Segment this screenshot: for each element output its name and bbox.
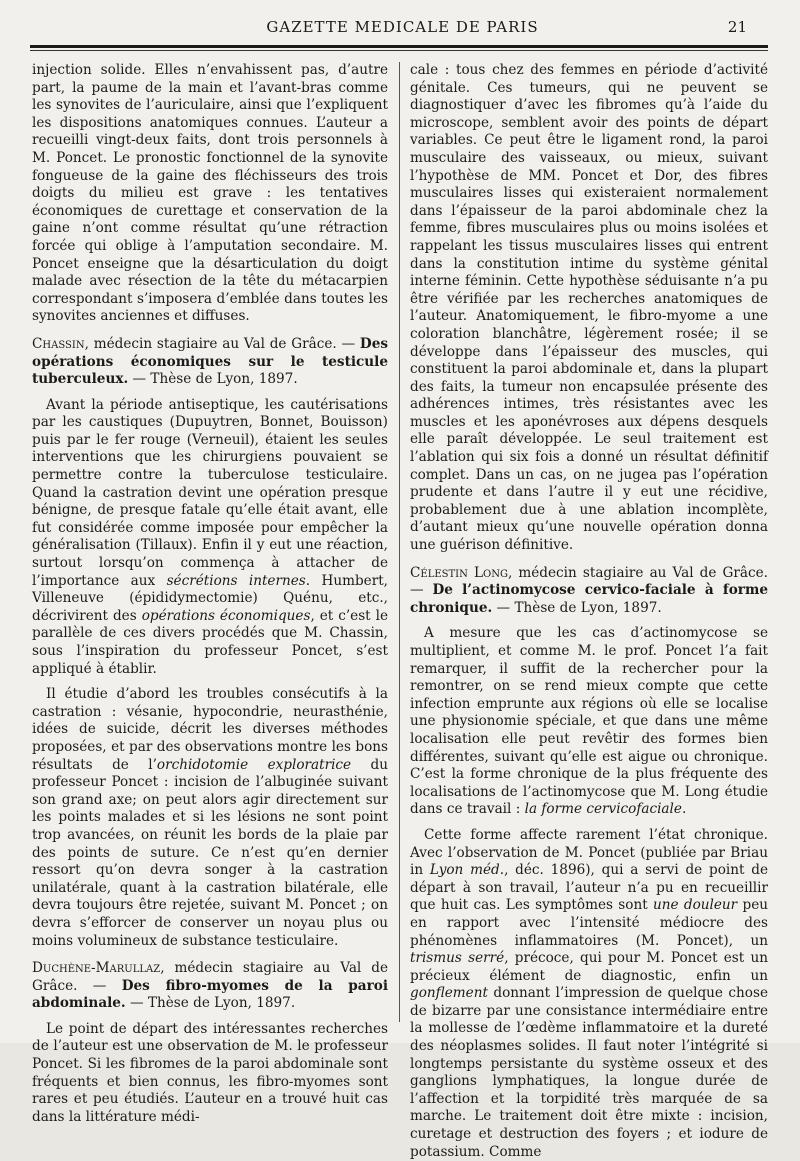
italic-run: orchidotomie exploratrice: [156, 756, 352, 773]
text-run: du professeur Poncet : incision de l’albuginée suivant son grand axe; on peut alors agir directement sur les points malades et si les lésions ne sont point trop avancées, on réunit les bords de la plaie par des points de suture. Ce n’est qu’en dernier ressort qu’on devra songer à la castration unilatérale, quant à la castration bilatérale, elle devra toujours être rejetée, suivant M. Poncet ; on devra s’efforcer de conserver un noyau plus ou moins volumineux de substance testiculaire.: [32, 756, 388, 949]
entry-intro: , médecin stagiaire au Val de Grâce. —: [84, 335, 360, 352]
italic-run: Lyon méd.: [429, 862, 505, 879]
text-run: , déc. 1896), qui a servi de point de départ à son travail, l’auteur n’a pu en recueillir que huit cas. Les symptômes sont: [410, 862, 768, 914]
paragraph: [410, 625, 768, 819]
entry-author: Chassin: [32, 335, 85, 352]
text-run: , et c’est le parallèle de ces divers procédés que M. Chassin, sous l’inspiration du professeur Poncet, s’est appliqué à établir.: [32, 607, 389, 677]
text-run: . Humbert, Villeneuve (épididymectomie) Quénu, etc., décrivirent des: [32, 572, 389, 624]
text-run: A mesure que les cas d’actinomycose se multiplient, et comme M. le prof. Poncet l’a fait remarquer, il suffit de la rechercher pour la remontrer, on se rend mieux compte que cette infection emprunte aux régions où elle se localise une physionomie spéciale, et que dans une même localisation elle peut revêtir des formes bien différentes, suivant qu’elle est aigue ou chronique. C’est la forme chronique de la plus fréquente des localisations de l’actinomycose que M. Long étudie dans ce travail :: [410, 625, 768, 818]
paragraph: [410, 827, 768, 1161]
entry-title: Des fibro-myomes de la paroi abdominale.: [32, 977, 388, 1012]
right-column: [410, 62, 768, 1161]
entry-thesis: — Thèse de Lyon, 1897.: [125, 995, 296, 1012]
text-run: donnant l’impression de quelque chose de bizarre par une consistance intermédiaire entre la mollesse de l’œdème inflammatoire et la dureté des néoplasmes solides. Il faut noter l’intégrité si longtemps persistante du système osseux et des ganglions lymphatiques, la longue durée de l’affection et la torpidité très marquée de sa marche. Le traitement doit être mixte : incision, curetage et destruction des foyers ; et iodure de potassium. Comme: [410, 985, 768, 1160]
paragraph: Le point de départ des intéressantes recherches de l’auteur est une observation de M. le professeur Poncet. Si les fibromes de la paroi abdominale sont fréquents et bien connus, les fibro-myomes sont rares et peu étudiés. L’auteur en a trouvé huit cas dans la littérature médi-: [32, 1020, 388, 1125]
entry-intro: , médecin stagiaire au Val de Grâce. —: [410, 564, 768, 599]
running-header: [30, 14, 775, 38]
entry-intro: , médecin stagiaire au Val de Grâce. —: [32, 960, 388, 994]
bibliographic-entry-chassin: [32, 336, 388, 389]
text-run: , précoce, qui pour M. Poncet est un précieux élément de diagnostic, enfin un: [410, 950, 768, 984]
paragraph: [32, 397, 388, 679]
continued-paragraph: injection solide. Elles n’envahissent pas, d’autre part, la paume de la main et l’avant-bras comme les synovites de l’auriculaire, ainsi que l’expliquent les dispositions anatomiques connues. L’auteur a recueilli vingt-deux faits, dont trois personnels à M. Poncet. Le pronostic fonctionnel de la synovite fongueuse de la gaine des fléchisseurs des trois doigts du milieu est grave : les tentatives économiques de curettage et conservation de la gaine n’ont comme résultat qu’une rétraction forcée qui oblige à l’amputation secondaire. M. Poncet enseigne que la désarticulation du doigt malade avec résection de la tête du métacarpien correspondant s’imposera d’emblée dans toutes les synovites anciennes et diffuses.: [32, 62, 388, 325]
entry-author: Célestin Long: [410, 564, 508, 581]
italic-run: trismus serré: [410, 950, 505, 967]
bibliographic-entry-duchene-marullaz: [32, 960, 388, 1013]
journal-title: GAZETTE MEDICALE DE PARIS: [266, 18, 539, 36]
text-run: Avant la période antiseptique, les cautérisations par les caustiques (Dupuytren, Bonnet, Bouisson) puis par le fer rouge (Verneuil), étaient les seules interventions que les chirurgiens pouvaient se permettre contre la tuberculose testiculaire. Quand la castration devint une opération presque bénigne, de presque fatale qu’elle était avant, elle fut considérée comme imposée pour empêcher la généralisation (Tillaux). Enfin il y eut une réaction, surtout lorsqu’on commença à attacher de l’importance aux: [32, 396, 388, 589]
continued-paragraph: cale : tous chez des femmes en période d’activité génitale. Ces tumeurs, qui ne peuvent se diagnostiquer d’avec les fibromes qu’à l’aide du microscope, semblent avoir des points de départ variables. Ce peut être le ligament rond, la paroi musculaire des vaisseaux, ou mieux, suivant l’hypothèse de MM. Poncet et Dor, des fibres musculaires lisses qui existeraient normalement dans l’épaisseur de la paroi abdominale chez la femme, fibres musculaires plus ou moins isolées et rappelant les tissus musculaires lisses qui entrent dans la constitution intime du système génital interne féminin. Cette hypothèse séduisante n’a pu être vérifiée par les recherches anatomiques de l’auteur. Anatomiquement, le fibro-myome a une coloration blanchâtre, légèrement rosée; il se développe dans l’épaisseur des muscles, qui constituent la paroi abdominale et, dans la plupart des faits, la tumeur non encapsulée présente des adhérences intimes, très résistantes avec les muscles et les aponévroses aux dépens desquels elle paraît développée. Le seul traitement est l’ablation qui six fois a donné un résultat définitif complet. Dans un cas, on ne jugea pas l’opération prudente et dans l’autre il y eut une récidive, probablement due à une ablation incomplète, d’autant mieux qu’une nouvelle opération donna une guérison définitive.: [410, 62, 768, 554]
bibliographic-entry-long: [410, 565, 768, 618]
column-divider: [399, 62, 400, 1022]
text-run: .: [681, 801, 687, 818]
entry-thesis: — Thèse de Lyon, 1897.: [128, 371, 298, 388]
header-rule-thin: [30, 50, 768, 51]
header-rule: [30, 45, 768, 48]
entry-title: Des opérations économiques sur le testicule tuberculeux.: [32, 335, 388, 388]
page-number: 21: [727, 18, 747, 36]
text-run: Il étudie d’abord les troubles consécutifs à la castration : vésanie, hypocondrie, neurasthénie, idées de suicide, décrit les diverses méthodes proposées, et par des observations montre les bons résultats de l’: [32, 686, 388, 773]
italic-run: la forme cervicofaciale: [524, 801, 682, 818]
entry-author: Duchène-Marullaz: [32, 960, 161, 977]
text-run: peu en rapport avec l’intensité médiocre des phénomènes inflammatoires (M. Poncet), un: [410, 897, 768, 949]
italic-run: une douleur: [653, 897, 738, 914]
paragraph: [32, 686, 388, 950]
entry-thesis: — Thèse de Lyon, 1897.: [492, 599, 662, 616]
left-column: [32, 62, 388, 1126]
italic-run: sécrétions internes: [166, 572, 306, 589]
entry-title: De l’actinomycose cervico-faciale à forme chronique.: [410, 582, 768, 616]
text-run: Cette forme affecte rarement l’état chronique. Avec l’observation de M. Poncet (publiée par Briau in: [410, 826, 768, 879]
italic-run: opérations économiques: [141, 607, 311, 624]
italic-run: gonflement: [410, 985, 488, 1002]
